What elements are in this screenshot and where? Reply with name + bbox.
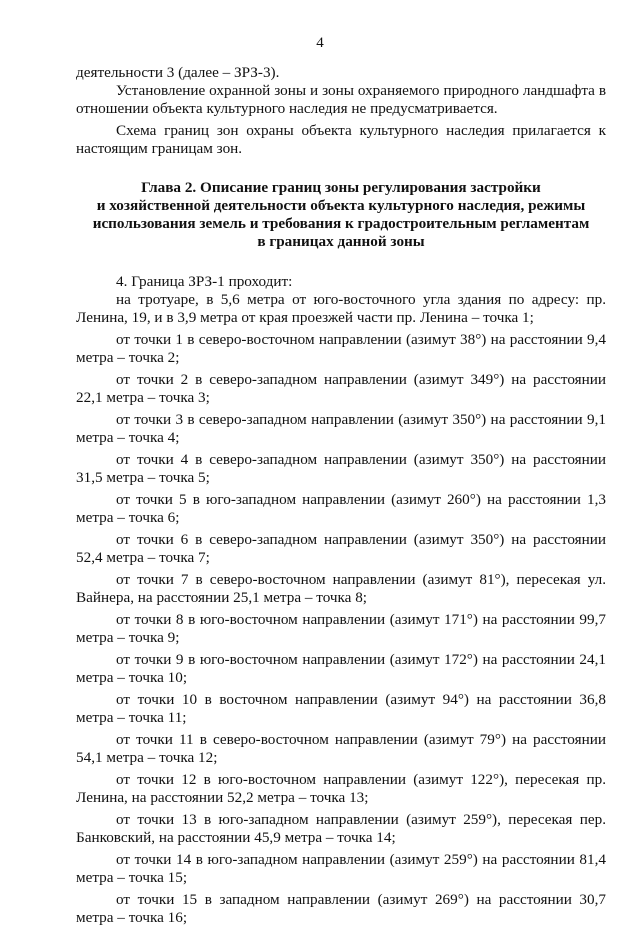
- boundary-point-item: от точки 5 в юго-западном направлении (азимут 260°) на расстоянии 1,3 метра – точка 6;: [76, 491, 606, 526]
- document-body: [76, 64, 606, 927]
- chapter-heading-line-3: использования земель и требования к градостроительным регламентам: [92, 215, 590, 232]
- intro-paragraph-3: Схема границ зон охраны объекта культурного наследия прилагается к настоящим границам зон.: [76, 122, 606, 157]
- boundary-point-item: от точки 9 в юго-восточном направлении (азимут 172°) на расстоянии 24,1 метра – точка 10;: [76, 651, 606, 686]
- chapter-heading-line-1: Глава 2. Описание границ зоны регулирования застройки: [141, 179, 541, 196]
- boundary-point-item: от точки 11 в северо-восточном направлении (азимут 79°) на расстоянии 54,1 метра – точка 12;: [76, 731, 606, 766]
- boundary-point-item: от точки 12 в юго-восточном направлении (азимут 122°), пересекая пр. Ленина, на расстоянии 52,2 метра – точка 13;: [76, 771, 606, 806]
- chapter-heading-line-2: и хозяйственной деятельности объекта культурного наследия, режимы: [96, 197, 586, 214]
- boundary-point-item: от точки 13 в юго-западном направлении (азимут 259°), пересекая пер. Банковский, на расстоянии 45,9 метра – точка 14;: [76, 811, 606, 846]
- boundary-point-item: от точки 1 в северо-восточном направлении (азимут 38°) на расстоянии 9,4 метра – точка 2;: [76, 331, 606, 366]
- boundary-point-item: от точки 3 в северо-западном направлении (азимут 350°) на расстоянии 9,1 метра – точка 4;: [76, 411, 606, 446]
- chapter-heading: [76, 179, 606, 251]
- page-number: 4: [316, 35, 324, 51]
- boundary-point-item: от точки 14 в юго-западном направлении (азимут 259°) на расстоянии 81,4 метра – точка 15;: [76, 851, 606, 886]
- section-lead: 4. Граница ЗРЗ-1 проходит:: [116, 273, 293, 290]
- boundary-point-item: от точки 4 в северо-западном направлении (азимут 350°) на расстоянии 31,5 метра – точка 5;: [76, 451, 606, 486]
- boundary-point-item: от точки 6 в северо-западном направлении (азимут 350°) на расстоянии 52,4 метра – точка 7;: [76, 531, 606, 566]
- boundary-point-item: на тротуаре, в 5,6 метра от юго-восточного угла здания по адресу: пр. Ленина, 19, и в 3,9 метра от края проезжей части пр. Ленина – точка 1;: [76, 291, 606, 326]
- boundary-point-item: от точки 15 в западном направлении (азимут 269°) на расстоянии 30,7 метра – точка 16;: [76, 891, 606, 926]
- chapter-heading-line-4: в границах данной зоны: [257, 233, 425, 250]
- boundary-point-item: от точки 10 в восточном направлении (азимут 94°) на расстоянии 36,8 метра – точка 11;: [76, 691, 606, 726]
- intro-paragraph-1: деятельности 3 (далее – ЗРЗ-3).: [76, 64, 280, 81]
- intro-paragraph-2: Установление охранной зоны и зоны охраняемого природного ландшафта в отношении объекта культурного наследия не предусматривается.: [76, 82, 606, 117]
- boundary-point-item: от точки 2 в северо-западном направлении (азимут 349°) на расстоянии 22,1 метра – точка 3;: [76, 371, 606, 406]
- boundary-point-item: от точки 8 в юго-восточном направлении (азимут 171°) на расстоянии 99,7 метра – точка 9;: [76, 611, 606, 646]
- boundary-point-item: от точки 7 в северо-восточном направлении (азимут 81°), пересекая ул. Вайнера, на расстоянии 25,1 метра – точка 8;: [76, 571, 606, 606]
